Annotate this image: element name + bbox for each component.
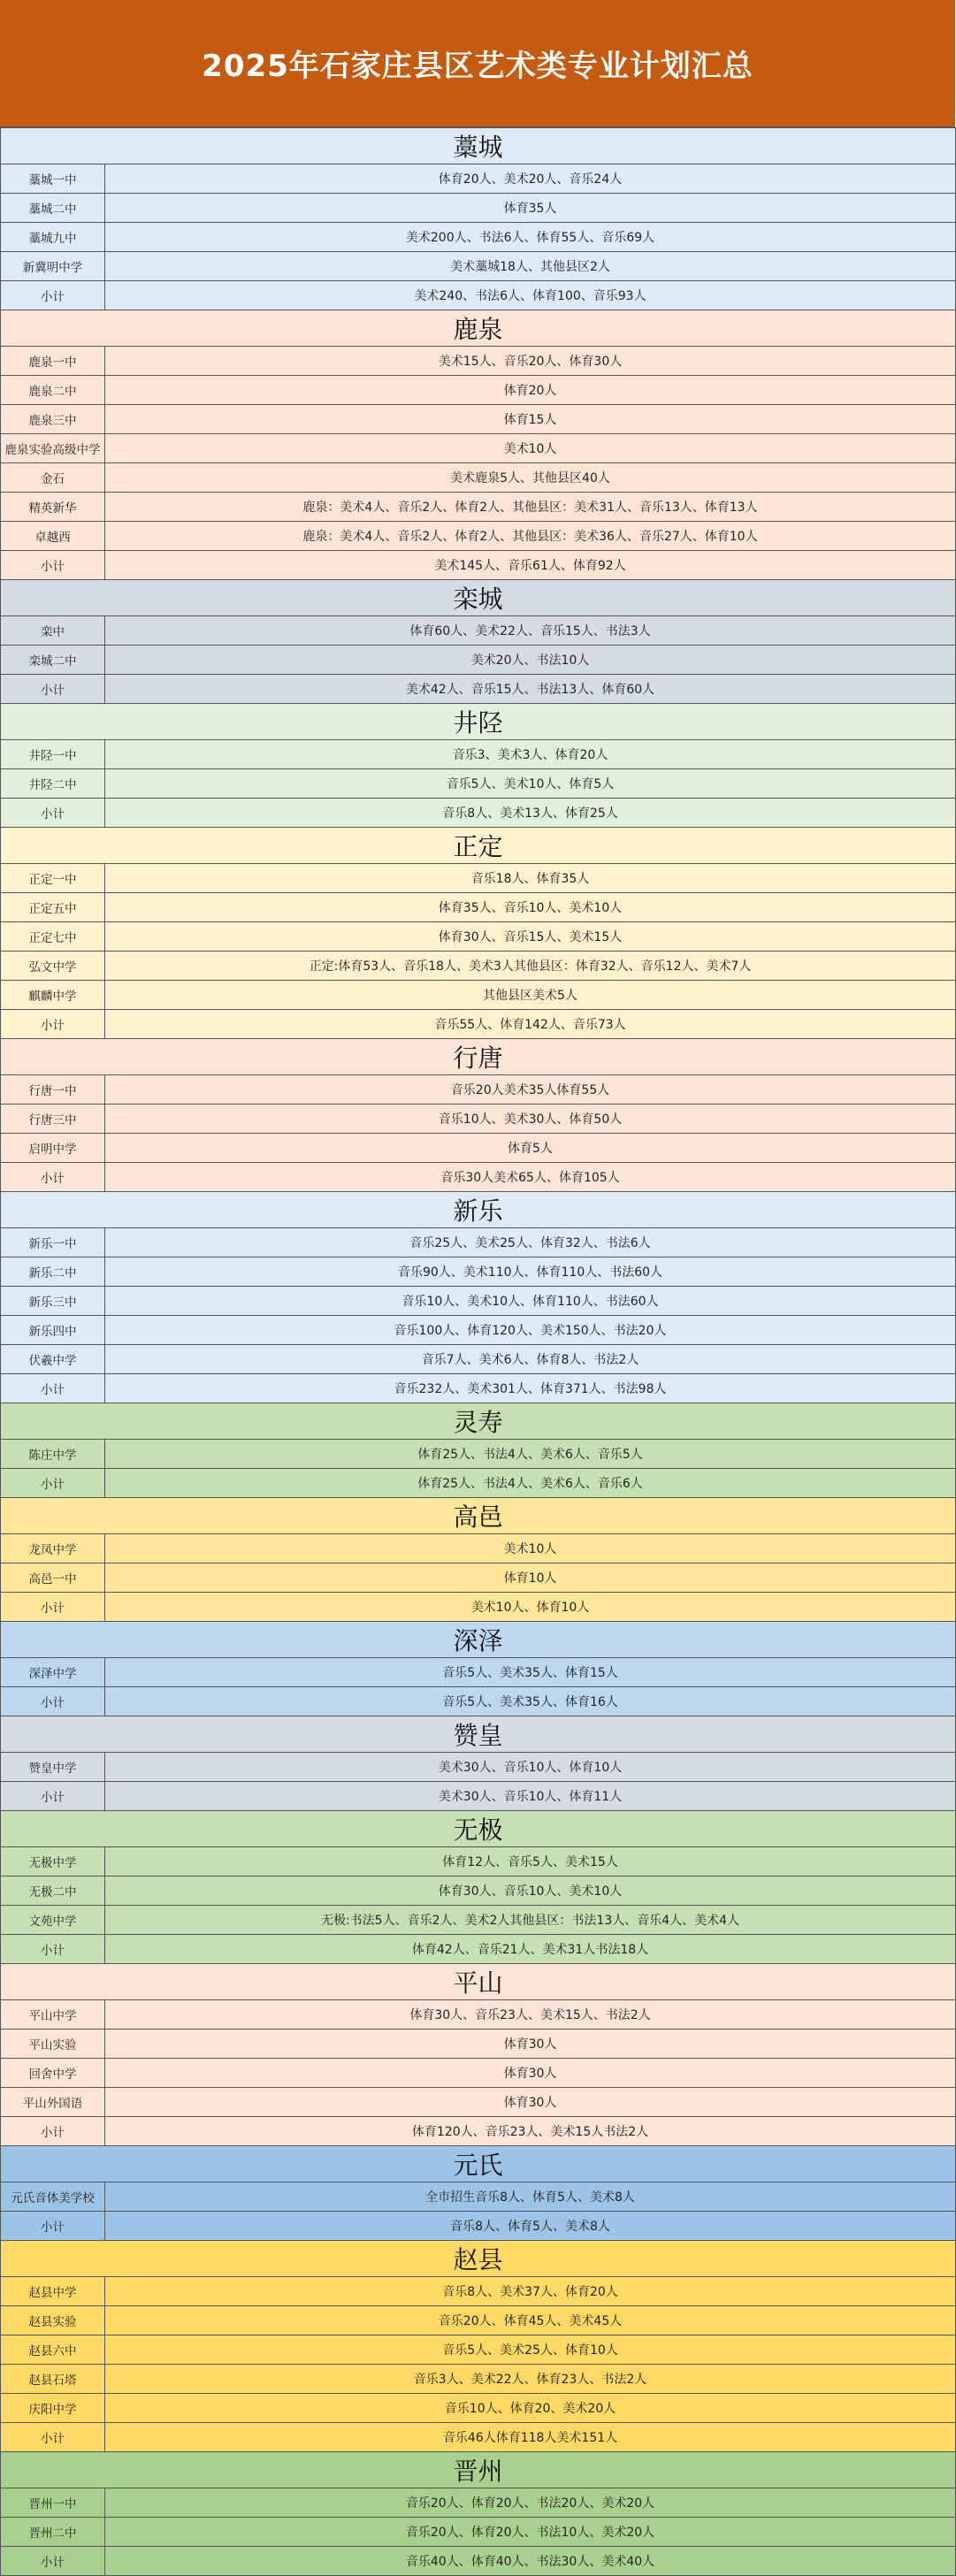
region-header-row: [1, 1403, 956, 1440]
region-name: 正定: [1, 828, 956, 864]
school-name-cell: 小计: [1, 1163, 105, 1192]
school-name-cell: 回舍中学: [1, 2059, 105, 2088]
table-row: [1, 646, 956, 675]
school-name-cell: 正定七中: [1, 922, 105, 952]
school-name-cell: 鹿泉实验高级中学: [1, 434, 105, 463]
table-row: [1, 2547, 956, 2576]
school-name-cell: 行唐三中: [1, 1105, 105, 1134]
plan-detail-cell: 体育5人: [105, 1134, 956, 1163]
school-name-cell: 精英新华: [1, 493, 105, 522]
school-name-cell: 栾中: [1, 616, 105, 646]
table-row: [1, 1593, 956, 1622]
region-header-row: [1, 704, 956, 740]
plan-detail-cell: 美术10人、体育10人: [105, 1593, 956, 1622]
school-name-cell: 鹿泉三中: [1, 405, 105, 434]
school-name-cell: 金石: [1, 463, 105, 493]
school-name-cell: 赞皇中学: [1, 1753, 105, 1782]
school-name-cell: 小计: [1, 799, 105, 828]
school-name-cell: 小计: [1, 1010, 105, 1039]
table-row: [1, 1345, 956, 1374]
table-row: [1, 434, 956, 463]
school-name-cell: 赵县实验: [1, 2306, 105, 2335]
region-header-row: [1, 1192, 956, 1228]
region-name: 高邑: [1, 1498, 956, 1534]
table-row: [1, 1010, 956, 1039]
plan-detail-cell: 音乐10人、体育20、美术20人: [105, 2394, 956, 2423]
school-name-cell: 麒麟中学: [1, 981, 105, 1010]
plan-detail-cell: 体育30人、音乐15人、美术15人: [105, 922, 956, 952]
plan-detail-cell: 美术20人、书法10人: [105, 646, 956, 675]
table-row: [1, 1534, 956, 1563]
table-row: [1, 1075, 956, 1105]
table-row: [1, 2029, 956, 2059]
table-row: [1, 1374, 956, 1403]
plan-detail-cell: 音乐46人体育118人美术151人: [105, 2423, 956, 2452]
table-row: [1, 522, 956, 551]
table-row: [1, 1316, 956, 1345]
region-header-row: [1, 828, 956, 864]
plan-detail-cell: 音乐30人美术65人、体育105人: [105, 1163, 956, 1192]
plan-detail-cell: 音乐20人、体育45人、美术45人: [105, 2306, 956, 2335]
table-row: [1, 2117, 956, 2146]
plan-detail-cell: 美术200人、书法6人、体育55人、音乐69人: [105, 223, 956, 252]
table-row: [1, 2277, 956, 2306]
table-row: [1, 981, 956, 1010]
plan-detail-cell: 体育35人: [105, 194, 956, 223]
plan-detail-cell: 音乐100人、体育120人、美术150人、书法20人: [105, 1316, 956, 1345]
plan-detail-cell: 音乐55人、体育142人、音乐73人: [105, 1010, 956, 1039]
region-name: 元氏: [1, 2146, 956, 2182]
plan-detail-cell: 美术15人、音乐20人、体育30人: [105, 347, 956, 376]
table-row: [1, 1906, 956, 1935]
region-name: 晋州: [1, 2452, 956, 2488]
school-name-cell: 小计: [1, 1935, 105, 1964]
school-name-cell: 高邑一中: [1, 1563, 105, 1593]
table-row: [1, 1847, 956, 1877]
school-name-cell: 赵县中学: [1, 2277, 105, 2306]
plan-detail-cell: 音乐8人、体育5人、美术8人: [105, 2212, 956, 2241]
plan-detail-cell: 美术鹿泉5人、其他县区40人: [105, 463, 956, 493]
school-name-cell: 文苑中学: [1, 1906, 105, 1935]
plan-detail-cell: 体育120人、音乐23人、美术15人书法2人: [105, 2117, 956, 2146]
plan-detail-cell: 音乐18人、体育35人: [105, 864, 956, 893]
table-row: [1, 864, 956, 893]
region-header-row: [1, 128, 956, 164]
table-row: [1, 1469, 956, 1498]
school-name-cell: 小计: [1, 1593, 105, 1622]
region-header-row: [1, 1716, 956, 1753]
region-name: 鹿泉: [1, 310, 956, 347]
school-name-cell: 赵县六中: [1, 2335, 105, 2365]
school-name-cell: 元氏音体美学校: [1, 2182, 105, 2212]
school-name-cell: 小计: [1, 2212, 105, 2241]
region-header-row: [1, 2241, 956, 2277]
plan-detail-cell: 音乐20人、体育20人、书法10人、美术20人: [105, 2518, 956, 2547]
table-row: [1, 769, 956, 799]
region-header-row: [1, 1498, 956, 1534]
table-row: [1, 1563, 956, 1593]
school-name-cell: 藁城九中: [1, 223, 105, 252]
school-name-cell: 小计: [1, 1782, 105, 1811]
plan-detail-cell: 体育60人、美术22人、音乐15人、书法3人: [105, 616, 956, 646]
school-name-cell: 小计: [1, 2423, 105, 2452]
plan-detail-cell: 音乐10人、美术10人、体育110人、书法60人: [105, 1287, 956, 1316]
table-row: [1, 2306, 956, 2335]
region-name: 无极: [1, 1811, 956, 1847]
plan-detail-cell: 音乐7人、美术6人、体育8人、书法2人: [105, 1345, 956, 1374]
plan-detail-cell: 音乐10人、美术30人、体育50人: [105, 1105, 956, 1134]
plan-detail-cell: 美术145人、音乐61人、体育92人: [105, 551, 956, 580]
plan-detail-cell: 音乐5人、美术10人、体育5人: [105, 769, 956, 799]
plan-detail-cell: 体育42人、音乐21人、美术31人书法18人: [105, 1935, 956, 1964]
school-name-cell: 新乐一中: [1, 1228, 105, 1257]
table-row: [1, 675, 956, 704]
school-name-cell: 启明中学: [1, 1134, 105, 1163]
plan-detail-cell: 体育30人: [105, 2088, 956, 2117]
region-name: 灵寿: [1, 1403, 956, 1440]
school-name-cell: 新乐二中: [1, 1257, 105, 1287]
plan-detail-cell: 无极:书法5人、音乐2人、美术2人其他县区：书法13人、音乐4人、美术4人: [105, 1906, 956, 1935]
school-name-cell: 井陉二中: [1, 769, 105, 799]
school-name-cell: 小计: [1, 551, 105, 580]
table-row: [1, 922, 956, 952]
school-name-cell: 正定五中: [1, 893, 105, 922]
school-name-cell: 正定一中: [1, 864, 105, 893]
school-name-cell: 平山实验: [1, 2029, 105, 2059]
plan-detail-cell: 体育10人: [105, 1563, 956, 1593]
table-row: [1, 1687, 956, 1716]
table-row: [1, 551, 956, 580]
region-header-row: [1, 310, 956, 347]
plan-detail-cell: 美术藁城18人、其他县区2人: [105, 252, 956, 281]
plan-detail-cell: 正定:体育53人、音乐18人、美术3人其他县区：体育32人、音乐12人、美术7人: [105, 952, 956, 981]
school-name-cell: 新乐三中: [1, 1287, 105, 1316]
plan-detail-cell: 音乐5人、美术35人、体育15人: [105, 1658, 956, 1687]
table-row: [1, 376, 956, 405]
table-row: [1, 1163, 956, 1192]
table-row: [1, 2212, 956, 2241]
plan-detail-cell: 鹿泉：美术4人、音乐2人、体育2人、其他县区：美术36人、音乐27人、体育10人: [105, 522, 956, 551]
table-row: [1, 223, 956, 252]
plan-detail-cell: 美术10人: [105, 1534, 956, 1563]
plan-detail-cell: 美术240、书法6人、体育100、音乐93人: [105, 281, 956, 310]
school-name-cell: 鹿泉二中: [1, 376, 105, 405]
region-name: 藁城: [1, 128, 956, 164]
table-row: [1, 2088, 956, 2117]
school-name-cell: 井陉一中: [1, 740, 105, 769]
plan-detail-cell: 美术30人、音乐10人、体育10人: [105, 1753, 956, 1782]
table-row: [1, 252, 956, 281]
plan-detail-cell: 美术42人、音乐15人、书法13人、体育60人: [105, 675, 956, 704]
table-row: [1, 493, 956, 522]
region-name: 栾城: [1, 580, 956, 616]
school-name-cell: 小计: [1, 1469, 105, 1498]
table-row: [1, 1228, 956, 1257]
school-name-cell: 弘文中学: [1, 952, 105, 981]
plan-detail-cell: 体育35人、音乐10人、美术10人: [105, 893, 956, 922]
table-row: [1, 2394, 956, 2423]
table-row: [1, 799, 956, 828]
plan-detail-cell: 音乐5人、美术25人、体育10人: [105, 2335, 956, 2365]
region-header-row: [1, 2146, 956, 2182]
school-name-cell: 晋州二中: [1, 2518, 105, 2547]
table-row: [1, 893, 956, 922]
region-name: 深泽: [1, 1622, 956, 1658]
plan-detail-cell: 全市招生音乐8人、体育5人、美术8人: [105, 2182, 956, 2212]
plan-detail-cell: 体育25人、书法4人、美术6人、音乐5人: [105, 1440, 956, 1469]
plan-detail-cell: 体育30人、音乐23人、美术15人、书法2人: [105, 2000, 956, 2029]
school-name-cell: 无极中学: [1, 1847, 105, 1877]
school-name-cell: 小计: [1, 2547, 105, 2576]
school-name-cell: 小计: [1, 675, 105, 704]
table-row: [1, 616, 956, 646]
school-name-cell: 栾城二中: [1, 646, 105, 675]
school-name-cell: 卓越西: [1, 522, 105, 551]
school-name-cell: 伏羲中学: [1, 1345, 105, 1374]
table-row: [1, 1287, 956, 1316]
plan-detail-cell: 体育30人、音乐10人、美术10人: [105, 1877, 956, 1906]
plan-detail-cell: 音乐20人美术35人体育55人: [105, 1075, 956, 1105]
region-name: 赵县: [1, 2241, 956, 2277]
school-name-cell: 新乐四中: [1, 1316, 105, 1345]
school-name-cell: 平山外国语: [1, 2088, 105, 2117]
region-name: 赞皇: [1, 1716, 956, 1753]
plan-detail-cell: 体育30人: [105, 2059, 956, 2088]
table-row: [1, 2182, 956, 2212]
table-row: [1, 194, 956, 223]
school-name-cell: 赵县石塔: [1, 2365, 105, 2394]
school-name-cell: 深泽中学: [1, 1658, 105, 1687]
table-row: [1, 347, 956, 376]
school-name-cell: 小计: [1, 2117, 105, 2146]
plan-detail-cell: 音乐20人、体育20人、书法20人、美术20人: [105, 2488, 956, 2518]
table-row: [1, 2335, 956, 2365]
plan-detail-cell: 体育20人: [105, 376, 956, 405]
plan-detail-cell: 音乐90人、美术110人、体育110人、书法60人: [105, 1257, 956, 1287]
school-name-cell: 新冀明中学: [1, 252, 105, 281]
art-plan-table: [0, 127, 956, 2576]
region-name: 井陉: [1, 704, 956, 740]
school-name-cell: 晋州一中: [1, 2488, 105, 2518]
table-row: [1, 405, 956, 434]
table-row: [1, 2059, 956, 2088]
plan-detail-cell: 美术30人、音乐10人、体育11人: [105, 1782, 956, 1811]
table-row: [1, 1658, 956, 1687]
table-row: [1, 1877, 956, 1906]
table-row: [1, 1134, 956, 1163]
region-header-row: [1, 580, 956, 616]
region-header-row: [1, 1039, 956, 1075]
region-header-row: [1, 1622, 956, 1658]
plan-detail-cell: 音乐232人、美术301人、体育371人、书法98人: [105, 1374, 956, 1403]
table-row: [1, 2423, 956, 2452]
school-name-cell: 藁城二中: [1, 194, 105, 223]
table-row: [1, 1105, 956, 1134]
school-name-cell: 小计: [1, 1374, 105, 1403]
region-name: 平山: [1, 1964, 956, 2000]
plan-detail-cell: 音乐25人、美术25人、体育32人、书法6人: [105, 1228, 956, 1257]
plan-detail-cell: 音乐3人、美术22人、体育23人、书法2人: [105, 2365, 956, 2394]
plan-detail-cell: 音乐8人、美术13人、体育25人: [105, 799, 956, 828]
plan-detail-cell: 体育25人、书法4人、美术6人、音乐6人: [105, 1469, 956, 1498]
plan-detail-cell: 音乐8人、美术37人、体育20人: [105, 2277, 956, 2306]
table-row: [1, 2518, 956, 2547]
school-name-cell: 行唐一中: [1, 1075, 105, 1105]
school-name-cell: 平山中学: [1, 2000, 105, 2029]
table-row: [1, 1440, 956, 1469]
table-row: [1, 164, 956, 194]
table-row: [1, 2365, 956, 2394]
plan-detail-cell: 体育30人: [105, 2029, 956, 2059]
plan-detail-cell: 音乐5人、美术35人、体育16人: [105, 1687, 956, 1716]
school-name-cell: 陈庄中学: [1, 1440, 105, 1469]
table-row: [1, 2000, 956, 2029]
plan-detail-cell: 体育20人、美术20人、音乐24人: [105, 164, 956, 194]
plan-detail-cell: 美术10人: [105, 434, 956, 463]
plan-detail-cell: 音乐3、美术3人、体育20人: [105, 740, 956, 769]
plan-detail-cell: 音乐40人、体育40人、书法30人、美术40人: [105, 2547, 956, 2576]
plan-detail-cell: 体育12人、音乐5人、美术15人: [105, 1847, 956, 1877]
plan-detail-cell: 体育15人: [105, 405, 956, 434]
school-name-cell: 无极二中: [1, 1877, 105, 1906]
table-row: [1, 1782, 956, 1811]
region-header-row: [1, 2452, 956, 2488]
school-name-cell: 庆阳中学: [1, 2394, 105, 2423]
school-name-cell: 小计: [1, 281, 105, 310]
plan-detail-cell: 鹿泉：美术4人、音乐2人、体育2人、其他县区：美术31人、音乐13人、体育13人: [105, 493, 956, 522]
table-body: [1, 128, 956, 2576]
table-row: [1, 2488, 956, 2518]
school-name-cell: 藁城一中: [1, 164, 105, 194]
school-name-cell: 龙凤中学: [1, 1534, 105, 1563]
region-header-row: [1, 1964, 956, 2000]
region-header-row: [1, 1811, 956, 1847]
table-row: [1, 1257, 956, 1287]
table-row: [1, 281, 956, 310]
region-name: 行唐: [1, 1039, 956, 1075]
table-row: [1, 740, 956, 769]
plan-detail-cell: 其他县区美术5人: [105, 981, 956, 1010]
table-row: [1, 952, 956, 981]
region-name: 新乐: [1, 1192, 956, 1228]
school-name-cell: 小计: [1, 1687, 105, 1716]
school-name-cell: 鹿泉一中: [1, 347, 105, 376]
table-row: [1, 1753, 956, 1782]
table-row: [1, 463, 956, 493]
table-row: [1, 1935, 956, 1964]
page-title: 2025年石家庄县区艺术类专业计划汇总: [0, 0, 955, 127]
